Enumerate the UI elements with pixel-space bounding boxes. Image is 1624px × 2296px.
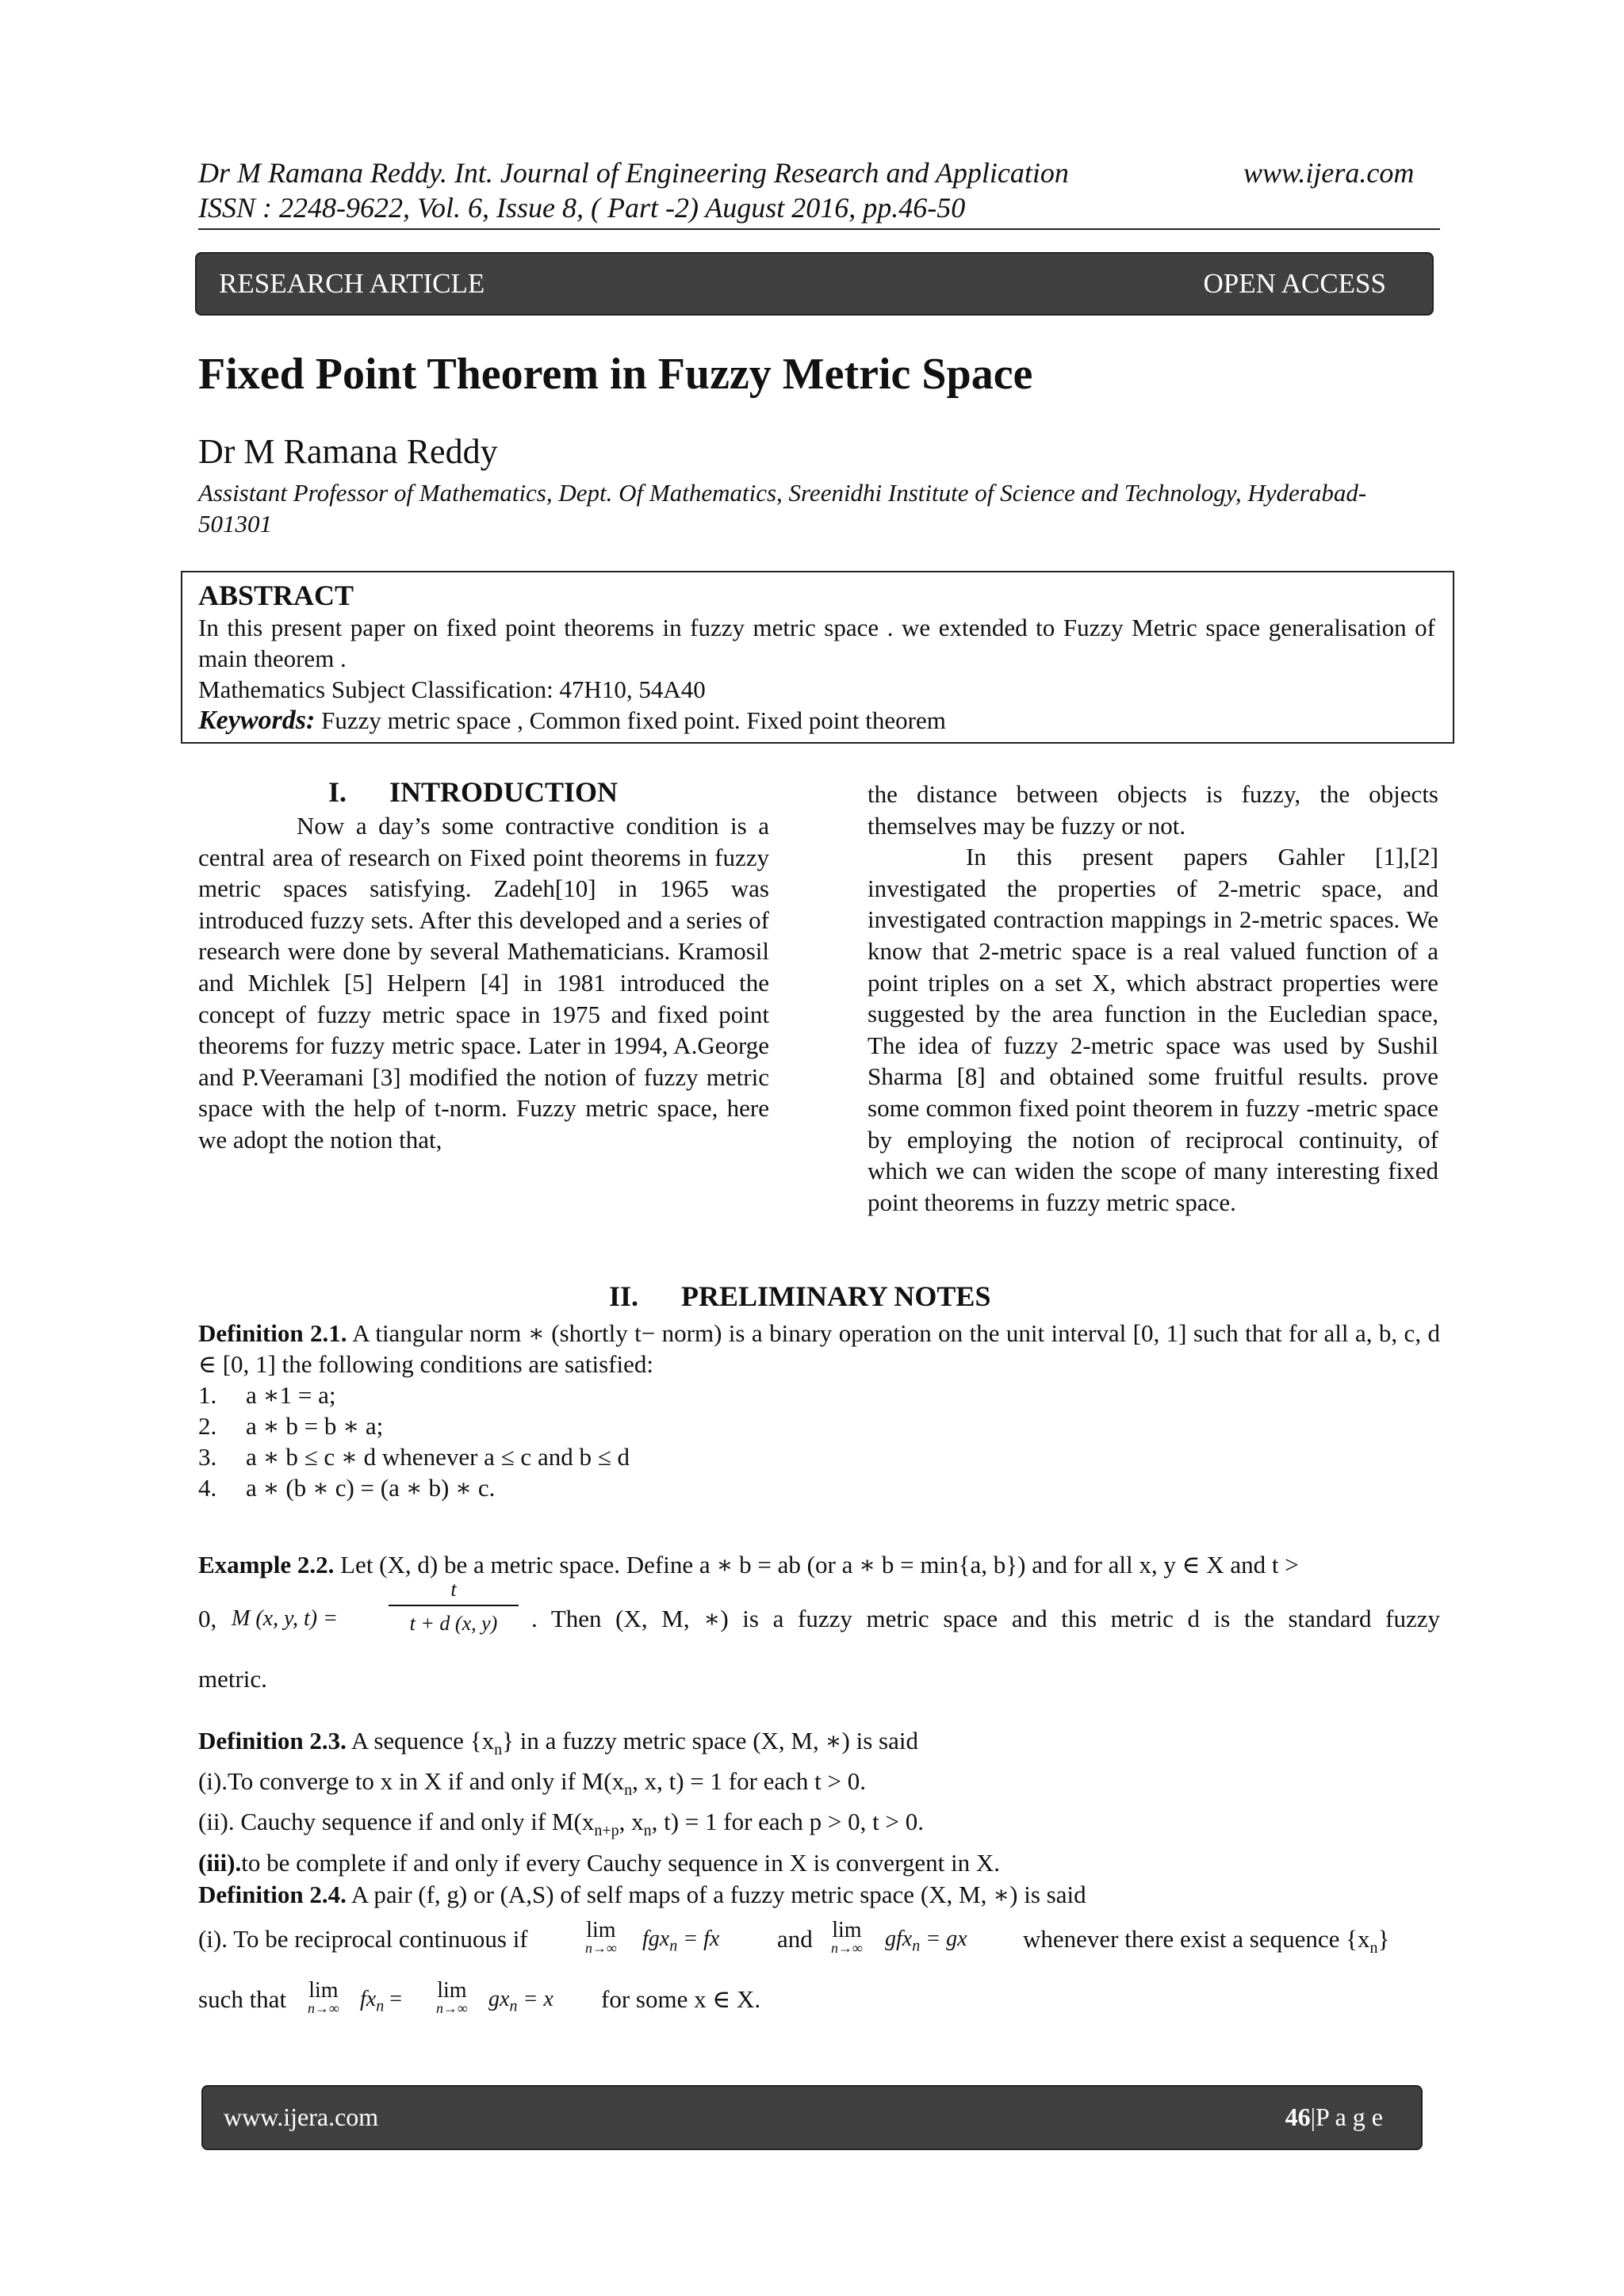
formula-denominator: t + d (x, y) xyxy=(409,1612,498,1635)
definition-2-3-label: Definition 2.3. xyxy=(198,1727,347,1755)
abstract-heading: ABSTRACT xyxy=(198,580,354,611)
example-2-2-end: metric. xyxy=(198,1665,267,1693)
definition-2-1-label: Definition 2.1. xyxy=(198,1319,347,1347)
example-2-2-text: Let (X, d) be a metric space. Define a ∗ b = ab (or a ∗ b = min{a, b}) and for all x, y ∈ X and t > xyxy=(334,1551,1299,1578)
abstract-keywords xyxy=(198,705,1435,736)
limit-operator: lim n→∞ xyxy=(436,1978,468,2016)
intro-right-para2: In this present papers Gahler [1],[2] investigated the properties of 2-metric space, and investigated contraction mappings in 2-metric spaces. We know that 2-metric space is a real valued function of a point triples on a set X, which abstract properties were suggested by the area function in the Eucledian space, The idea of fuzzy 2-metric space was used by Sushil Sharma [8] and obtained some fruitful results. prove some common fixed point theorem in fuzzy -metric space by employing the notion of reciprocal continuity, of which we can widen the scope of many interesting fixed point theorems in fuzzy metric space. xyxy=(868,843,1438,1216)
footer-page-number: 46|P a g e xyxy=(1285,2103,1383,2131)
condition-item: 1. a ∗1 = a; xyxy=(198,1381,336,1409)
condition-item: 4. a ∗ (b ∗ c) = (a ∗ b) ∗ c. xyxy=(198,1474,496,1502)
abstract-text: In this present paper on fixed point theorems in fuzzy metric space . we extended to Fuzzy Metric space generalisation of main theorem . xyxy=(198,614,1435,672)
keywords-label: Keywords: xyxy=(198,706,316,735)
definition-2-1 xyxy=(198,1318,1440,1380)
intro-heading: I. INTRODUCTION xyxy=(328,776,619,808)
formula-fraction xyxy=(384,1576,523,1640)
definition-2-3-ii: (ii). Cauchy sequence if and only if $M(x_{n+p}$, $x_n$, t) = 1 for each p > 0, t > 0. xyxy=(198,1808,925,1840)
definition-2-3: Definition 2.3. A sequence $\{x_n\}$ in a fuzzy metric space (X, M, ∗) is said (i).To converge to x in X if and only if $M(x_n$, x, t) = 1 for each t > 0. (ii). Cauchy sequence if and only if $M(x_{n+p}$, $x_n$, t) = 1 for each p > 0, t > 0. (iii).to be complete if and only if every Cauchy sequence in X is convergent in X. xyxy=(198,1725,1440,1878)
paper-author: Dr M Ramana Reddy xyxy=(198,432,498,471)
page-footer xyxy=(201,2085,1423,2150)
condition-item: 3. a ∗ b ≤ c ∗ d whenever a ≤ c and b ≤ d xyxy=(198,1443,630,1471)
header-rule xyxy=(198,228,1440,230)
definition-2-4-i: (i). To be reciprocal continuous if lim n→∞ fgx$_n$ = fx and lim n→∞ gfx$_n$ = gx whenever there exist a sequence $\{x_n\}$ xyxy=(198,1918,1390,1957)
definition-2-3-iii: (iii).to be complete if and only if every Cauchy sequence in X is convergent in X. xyxy=(198,1848,1000,1877)
definition-2-4-label: Definition 2.4. xyxy=(198,1881,347,1908)
paper-title: Fixed Point Theorem in Fuzzy Metric Space xyxy=(198,350,1033,399)
banner-open-access: OPEN ACCESS xyxy=(1203,268,1386,299)
footer-website[interactable]: www.ijera.com xyxy=(224,2103,379,2131)
abstract-msc: Mathematics Subject Classification: 47H10, 54A40 xyxy=(198,675,706,703)
definition-2-4-such-that: such that lim n→∞ $fx_n$ = lim n→∞ $gx_n = x$ for some x ∈ X. xyxy=(198,1978,761,2016)
intro-right-para1: the distance between objects is fuzzy, the objects themselves may be fuzzy or not. xyxy=(868,780,1438,840)
author-affiliation: Assistant Professor of Mathematics, Dept. Of Mathematics, Sreenidhi Institute of Science and Technology, Hyderabad-501301 xyxy=(198,479,1367,538)
definition-2-1-text: A tiangular norm ∗ (shortly t− norm) is a binary operation on the unit interval [0, 1] such that for all a, b, c, d ∈ [0, 1] the following conditions are satisfied: xyxy=(198,1319,1440,1378)
formula-zero: 0, xyxy=(198,1605,217,1632)
prelim-heading: II. PRELIMINARY NOTES xyxy=(609,1280,991,1312)
intro-right-column xyxy=(868,779,1438,1218)
intro-left-column: Now a day’s some contractive condition is a central area of research on Fixed point theorems in fuzzy metric spaces satisfying. Zadeh[10] in 1965 was introduced fuzzy sets. After this developed and a series of research were done by several Mathematicians. Kramosil and Michlek [5] Helpern [4] in 1981 introduced the concept of fuzzy metric space in 1975 and fixed point theorems for fuzzy metric space. Later in 1994, A.George and P.Veeramani [3] modified the notion of fuzzy metric space with the help of t-norm. Fuzzy metric space, here we adopt the notion that, xyxy=(198,812,769,1154)
formula-numerator: t xyxy=(450,1578,457,1601)
limit-operator: lim n→∞ xyxy=(308,1978,339,2016)
abstract-box xyxy=(181,571,1454,744)
definition-2-3-i: (i).To converge to x in X if and only if $M(x_n$, x, t) = 1 for each t > 0. xyxy=(198,1767,867,1800)
journal-website[interactable]: www.ijera.com xyxy=(1243,157,1415,189)
journal-header-line1: Dr M Ramana Reddy. Int. Journal of Engineering Research and Application xyxy=(198,157,1069,189)
banner-research-article: RESEARCH ARTICLE xyxy=(219,268,485,299)
definition-2-4-text: A pair (f, g) or (A,S) of self maps of a fuzzy metric space (X, M, ∗) is said xyxy=(346,1881,1086,1908)
formula-after: . Then (X, M, ∗) is a fuzzy metric space and this metric d is the standard fuzzy xyxy=(531,1605,1440,1632)
example-2-2-formula-line xyxy=(198,1576,1440,1647)
condition-item: 2. a ∗ b = b ∗ a; xyxy=(198,1412,384,1440)
limit-operator: lim n→∞ xyxy=(831,1918,863,1956)
formula-lhs: M (x, y, t) = xyxy=(232,1606,338,1631)
tnorm-conditions xyxy=(198,1380,1150,1503)
limit-operator: lim n→∞ xyxy=(585,1918,617,1956)
example-2-2-label: Example 2.2. xyxy=(198,1551,335,1578)
article-type-banner xyxy=(195,252,1434,316)
fraction-bar xyxy=(389,1605,519,1606)
journal-header-line2: ISSN : 2248-9622, Vol. 6, Issue 8, ( Part -2) August 2016, pp.46-50 xyxy=(198,192,966,224)
keywords-text: Fuzzy metric space , Common fixed point. Fixed point theorem xyxy=(315,706,946,734)
definition-2-4 xyxy=(198,1879,1440,1910)
